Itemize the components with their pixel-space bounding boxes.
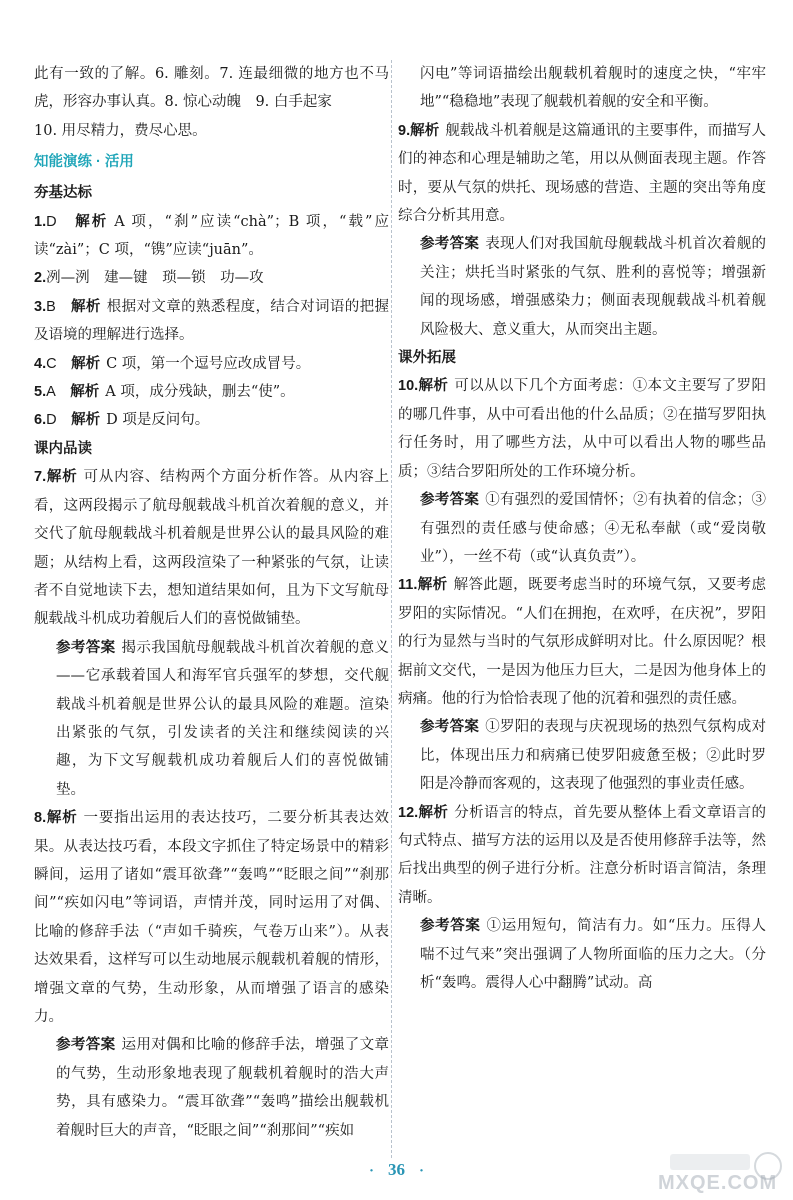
analysis-label: 解析	[71, 298, 101, 315]
choice-answer: C	[46, 355, 57, 372]
analysis-text: 可以从以下几个方面考虑：①本文主要写了罗阳的哪几件事，从中可看出他的什么品质；②在描写罗阳执行任务时，用了哪些方法，从中可以看出人物的哪些品质；③结合罗阳所处的工作环境分析。	[398, 378, 767, 480]
reference-answer-text: 运用对偶和比喻的修辞手法，增强了文章的气势，生动形象地表现了舰载机着舰时的浩大声势，具有感染力。“震耳欲聋”“轰鸣”描绘出舰载机着舰时巨大的声音，“眨眼之间”“刹那间”“疾如	[56, 1037, 390, 1139]
reference-answer-text: 揭示我国航母舰载战斗机首次着舰的意义——它承载着国人和海军官兵强军的梦想，交代舰载战斗机着舰是世界公认的最具风险的难题。渲染出紧张的气氛，引发读者的关注和继续阅读的兴趣，为下文写舰载机成功着舰后人们的喜悦做铺垫。	[56, 639, 390, 798]
reference-answer-12	[398, 912, 766, 997]
section-heading-basic: 夯基达标	[34, 185, 92, 202]
analysis-text: 分析语言的特点，首先要从整体上看文章语言的句式特点、描写方法的运用以及是否使用修辞手法等，然后找出典型的例子进行分析。注意分析时语言简洁，条理清晰。	[398, 804, 767, 906]
analysis-label: 解析	[417, 577, 448, 594]
answer-item-12	[398, 799, 766, 913]
choice-answer: A	[46, 384, 56, 401]
watermark-text: MXQE.COM	[658, 1172, 778, 1194]
analysis-label: 解析	[410, 122, 440, 139]
analysis-text: D 项是反问句。	[106, 412, 210, 429]
analysis-text: A 项，成分残缺，删去“使”。	[105, 384, 295, 401]
reference-answer-label: 参考答案	[420, 492, 480, 509]
reference-answer-text: ①运用短句，简洁有力。如“压力。压得人喘不过气来”突出强调了人物所面临的压力之大。（分析“轰鸣。震得人心中翻腾”试动。高	[420, 918, 766, 991]
reference-answer-text: ①罗阳的表现与庆祝现场的热烈气氛构成对比，体现出压力和病痛已使罗阳疲惫至极；②此时罗阳是冷静而客观的，这表现了他强烈的事业责任感。	[420, 719, 767, 793]
right-continuation: 闪电”等词语描绘出舰载机着舰时的速度之快，“牢牢地”“稳稳地”表现了舰载机着舰的安全和平衡。	[420, 66, 766, 111]
page-number: 36	[388, 1160, 405, 1179]
answer-item-9	[398, 117, 766, 231]
footer-dot-left: ·	[368, 1163, 374, 1179]
section-heading-knowledge: 知能演练 · 活用	[34, 154, 134, 171]
item-number: 11.	[398, 577, 418, 594]
analysis-label: 解析	[75, 213, 109, 230]
analysis-label: 解析	[46, 810, 78, 827]
watermark-logo	[650, 1150, 790, 1196]
reference-answer-label: 参考答案	[420, 918, 481, 935]
choice-answer: D	[46, 213, 57, 230]
item-number: 8.	[34, 810, 47, 827]
analysis-text: 舰载战斗机着舰是这篇通讯的主要事件，而描写人们的神态和心理是辅助之笔，用以从侧面表现主题。作答时，要从气氛的烘托、现场感的营造、主题的突出等角度综合分析其用意。	[398, 122, 767, 225]
item-number: 1.	[34, 213, 47, 230]
reference-answer-label: 参考答案	[56, 1037, 116, 1054]
answer-item-10	[398, 372, 766, 486]
answer-item-11	[398, 571, 766, 713]
analysis-label: 解析	[418, 378, 449, 395]
reference-answer-8	[34, 1031, 389, 1145]
answer-item-5	[34, 378, 389, 406]
item-number: 4.	[34, 355, 47, 372]
reference-answer-7	[34, 634, 389, 804]
footer-dot-right: ·	[419, 1163, 425, 1179]
item-number: 5.	[34, 384, 47, 401]
item-number: 12.	[398, 804, 419, 821]
answer-item-7	[34, 463, 389, 633]
section-heading-extension: 课外拓展	[398, 350, 456, 367]
reference-answer-11	[398, 713, 766, 798]
choice-answer: D	[46, 412, 57, 429]
column-divider	[391, 60, 392, 1158]
reference-answer-label: 参考答案	[420, 236, 480, 253]
reference-answer-label: 参考答案	[420, 719, 480, 736]
left-column	[34, 60, 389, 1145]
item-number: 2.	[34, 270, 47, 287]
analysis-text: 一要指出运用的表达技巧，二要分析其表达效果。从表达技巧看，本段文字抓住了特定场景中的精彩瞬间，运用了诸如“震耳欲聋”“轰鸣”“眨眼之间”“刹那间”“疾如闪电”等词语，声情并茂，同时运用了对偶、比喻的修辞手法（“声如千骑疾，气卷万山来”）。从表达效果看，这样写可以生动地展示舰载机着舰的情形，增强文章的气势，生动形象，从而增强了语言的感染力。	[34, 810, 390, 1025]
right-column	[398, 60, 766, 997]
answer-item-1	[34, 208, 389, 265]
answer-item-2	[34, 264, 389, 292]
choice-answer: B	[46, 298, 56, 315]
answer-item-6	[34, 406, 389, 434]
analysis-label: 解析	[71, 412, 101, 429]
item-number: 7.	[34, 469, 47, 486]
reference-answer-text: ①有强烈的爱国情怀；②有执着的信念；③有强烈的责任感与使命感；④无私奉献（或“爱岗敬业”），一丝不苟（或“认真负责”）。	[420, 492, 767, 565]
answer-item-4	[34, 350, 389, 378]
reference-answer-text: 表现人们对我国航母舰载战斗机首次着舰的关注；烘托当时紧张的气氛、胜利的喜悦等；增强新闻的现场感，增强感染力；侧面表现舰载战斗机着舰风险极大、意义重大，从而突出主题。	[420, 236, 767, 338]
analysis-label: 解析	[70, 384, 100, 401]
answer-item-3	[34, 293, 389, 350]
left-continuation-2: 10. 用尽精力，费尽心思。	[34, 122, 207, 139]
analysis-text: C 项，第一个逗号应改成冒号。	[106, 355, 311, 372]
reference-answer-label: 参考答案	[56, 639, 116, 656]
analysis-text: 解答此题，既要考虑当时的环境气氛，又要考虑罗阳的实际情况。“人们在拥抱，在欢呼，在庆祝”，罗阳的行为显然与当时的气氛形成鲜明对比。什么原因呢？根据前文交代，一是因为他压力巨大，二是因为他身体上的病痛。他的行为恰恰表现了他的沉着和强烈的责任感。	[398, 577, 767, 707]
item-number: 10.	[398, 378, 419, 395]
analysis-label: 解析	[418, 804, 449, 821]
analysis-text: A 项，“刹”应读“chà”；B 项，“载”应读“zài”；C 项，“镌”应读“juān”。	[34, 213, 389, 259]
reference-answer-10	[398, 486, 766, 571]
analysis-label: 解析	[46, 469, 78, 486]
analysis-text: 可从内容、结构两个方面分析作答。从内容上看，这两段揭示了航母舰载战斗机首次着舰的意义，并交代了航母舰载战斗机着舰是世界公认的最具风险的难题；从结构上看，这两段渲染了一种紧张的气氛，让读者不自觉地读下去，想知道结果如何，且为下文写航母舰载战斗机成功着舰后人们的喜悦做铺垫。	[34, 469, 390, 628]
analysis-text: 根据对文章的熟悉程度，结合对词语的把握及语境的理解进行选择。	[34, 298, 390, 344]
left-continuation-1: 此有一致的了解。6. 雕刻。7. 连最细微的地方也不马虎，形容办事认真。8. 惊心动魄 9. 白手起家	[34, 66, 389, 111]
item-number: 3.	[34, 298, 47, 315]
reference-answer-9	[398, 230, 766, 344]
section-heading-in-class: 课内品读	[34, 440, 92, 457]
analysis-label: 解析	[71, 355, 101, 372]
item-number: 9.	[398, 122, 411, 139]
answer-text: 冽—洌 建—键 琐—锁 功—攻	[46, 270, 264, 287]
item-number: 6.	[34, 412, 47, 429]
answer-item-8	[34, 804, 389, 1031]
